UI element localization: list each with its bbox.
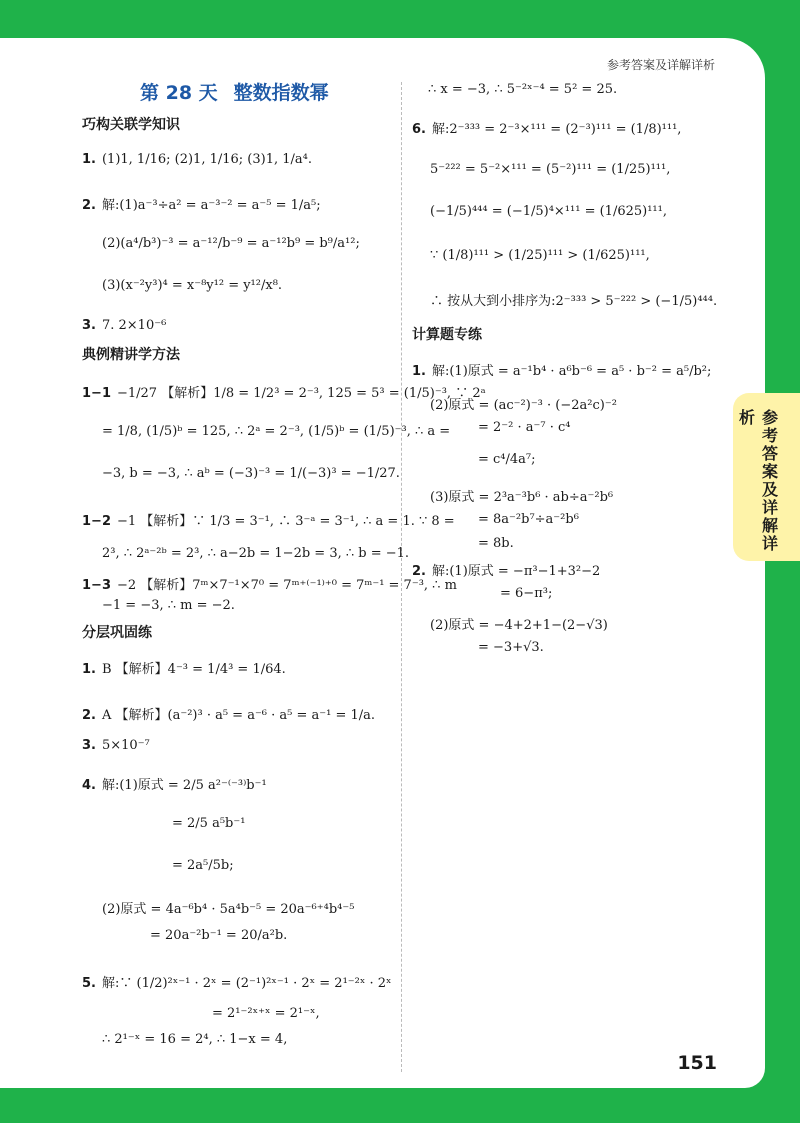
- example-1-1-line1: [82, 382, 486, 401]
- p2-number: 2.: [82, 708, 96, 723]
- e2-line1: −1 【解析】∵ 1/3 = 3⁻¹, ∴ 3⁻ᵃ = 3⁻¹, ∴ a = 1. ∵ 8 =: [116, 514, 455, 529]
- e1-line1: −1/27 【解析】1/8 = 1/2³ = 2⁻³, 125 = 5³ = (1/5)⁻³, ∵ 2ᵃ: [116, 386, 486, 401]
- p4-line1: 解:(1)原式 = 2/5 a²⁻⁽⁻³⁾b⁻¹: [101, 778, 267, 793]
- p5-line1: 解:∵ (1/2)²ˣ⁻¹ · 2ˣ = (2⁻¹)²ˣ⁻¹ · 2ˣ = 2¹⁻²ˣ · 2ˣ: [101, 976, 392, 991]
- practice-2: [82, 704, 375, 723]
- practice-4-line1: [82, 774, 267, 793]
- running-header: 参考答案及详解详析: [606, 58, 715, 72]
- p3-number: 3.: [82, 738, 96, 753]
- q6-number: 6.: [412, 122, 426, 137]
- page-number: 151: [677, 1052, 717, 1074]
- drill-2-line4: = −3+√3.: [478, 640, 544, 655]
- q1-number: 1.: [82, 152, 96, 167]
- q2-number: 2.: [82, 198, 96, 213]
- practice-3: [82, 738, 150, 753]
- side-tab-label: 参考答案及详解详析: [736, 409, 779, 553]
- drill-2-line2: = 6−π³;: [500, 586, 553, 601]
- p3-text: 5×10⁻⁷: [101, 738, 150, 753]
- section-heading-drills: 计算题专练: [412, 327, 482, 343]
- example-1-2-line2: 2³, ∴ 2ᵃ⁻²ᵇ = 2³, ∴ a−2b = 1−2b = 3, ∴ b = −1.: [102, 546, 410, 561]
- answer-q6-line4: ∵ (1/8)¹¹¹ > (1/25)¹¹¹ > (1/625)¹¹¹,: [430, 248, 650, 263]
- practice-4-line4: (2)原式 = 4a⁻⁶b⁴ · 5a⁴b⁻⁵ = 20a⁻⁶⁺⁴b⁴⁻⁵: [102, 902, 355, 917]
- drill-1-line6: = 8a⁻²b⁷÷a⁻²b⁶: [478, 512, 579, 527]
- title-day: 第 28 天: [140, 82, 218, 104]
- drill-1-line4: = c⁴/4a⁷;: [478, 452, 536, 467]
- answer-q2-line2: (2)(a⁴/b³)⁻³ = a⁻¹²/b⁻⁹ = a⁻¹²b⁹ = b⁹/a¹²;: [102, 236, 360, 251]
- practice-4-line2: = 2/5 a⁵b⁻¹: [172, 816, 246, 831]
- example-1-3-line1: [82, 574, 457, 593]
- r1-number: 1.: [412, 364, 426, 379]
- continuation-line: ∴ x = −3, ∴ 5⁻²ˣ⁻⁴ = 5² = 25.: [428, 82, 618, 97]
- answer-q6-line1: [412, 118, 681, 137]
- q6-line1: 解:2⁻³³³ = 2⁻³×¹¹¹ = (2⁻³)¹¹¹ = (1/8)¹¹¹,: [431, 122, 682, 137]
- e2-number: 1−2: [82, 514, 111, 529]
- answer-q3: [82, 318, 166, 333]
- q2-line1: 解:(1)a⁻³÷a² = a⁻³⁻² = a⁻⁵ = 1/a⁵;: [101, 198, 321, 213]
- drill-1-line2: (2)原式 = (ac⁻²)⁻³ · (−2a²c)⁻²: [430, 398, 617, 413]
- r2-line1: 解:(1)原式 = −π³−1+3²−2: [431, 564, 601, 579]
- p4-number: 4.: [82, 778, 96, 793]
- answer-q2-line3: (3)(x⁻²y³)⁴ = x⁻⁸y¹² = y¹²/x⁸.: [102, 278, 283, 293]
- example-1-1-line3: −3, b = −3, ∴ aᵇ = (−3)⁻³ = 1/(−3)³ = −1/27.: [102, 466, 400, 481]
- p1-number: 1.: [82, 662, 96, 677]
- drill-2-line3: (2)原式 = −4+2+1−(2−√3): [430, 618, 608, 633]
- answer-q6-line5: ∴ 按从大到小排序为:2⁻³³³ > 5⁻²²² > (−1/5)⁴⁴⁴.: [430, 294, 718, 309]
- page-title: [140, 78, 345, 105]
- answer-q1: [82, 152, 312, 167]
- answer-q6-line2: 5⁻²²² = 5⁻²×¹¹¹ = (5⁻²)¹¹¹ = (1/25)¹¹¹,: [430, 162, 671, 177]
- example-1-1-line2: = 1/8, (1/5)ᵇ = 125, ∴ 2ᵃ = 2⁻³, (1/5)ᵇ = (1/5)⁻³, ∴ a =: [102, 424, 451, 439]
- q3-text: 7. 2×10⁻⁶: [101, 318, 167, 333]
- practice-1: [82, 658, 286, 677]
- drill-2-line1: [412, 560, 600, 579]
- practice-4-line5: = 20a⁻²b⁻¹ = 20/a²b.: [150, 928, 288, 943]
- drill-1-line1: [412, 360, 711, 379]
- example-1-3-line2: −1 = −3, ∴ m = −2.: [102, 598, 235, 613]
- e3-number: 1−3: [82, 578, 111, 593]
- side-tab-answers[interactable]: [733, 393, 800, 561]
- practice-5-line2: = 2¹⁻²ˣ⁺ˣ = 2¹⁻ˣ,: [212, 1006, 320, 1021]
- example-1-2-line1: [82, 510, 455, 529]
- answer-q6-line3: (−1/5)⁴⁴⁴ = (−1/5)⁴×¹¹¹ = (1/625)¹¹¹,: [430, 204, 667, 219]
- practice-4-line3: = 2a⁵/5b;: [172, 858, 234, 873]
- page-sheet: [0, 38, 765, 1088]
- section-heading-knowledge: 巧构关联学知识: [82, 117, 180, 133]
- p1-text: B 【解析】4⁻³ = 1/4³ = 1/64.: [101, 662, 286, 677]
- q3-number: 3.: [82, 318, 96, 333]
- section-heading-practice: 分层巩固练: [82, 625, 152, 641]
- e3-line1: −2 【解析】7ᵐ×7⁻¹×7⁰ = 7ᵐ⁺⁽⁻¹⁾⁺⁰ = 7ᵐ⁻¹ = 7⁻³, ∴ m: [116, 578, 457, 593]
- q1-text: (1)1, 1/16; (2)1, 1/16; (3)1, 1/a⁴.: [101, 152, 312, 167]
- r2-number: 2.: [412, 564, 426, 579]
- section-heading-examples: 典例精讲学方法: [82, 347, 180, 363]
- title-topic: 整数指数幂: [233, 82, 329, 104]
- practice-5-line3: ∴ 2¹⁻ˣ = 16 = 2⁴, ∴ 1−x = 4,: [102, 1032, 288, 1047]
- p2-text: A 【解析】(a⁻²)³ · a⁵ = a⁻⁶ · a⁵ = a⁻¹ = 1/a.: [101, 708, 376, 723]
- p5-number: 5.: [82, 976, 96, 991]
- e1-number: 1−1: [82, 386, 111, 401]
- practice-5-line1: [82, 972, 392, 991]
- answer-q2-line1: [82, 194, 321, 213]
- drill-1-line3: = 2⁻² · a⁻⁷ · c⁴: [478, 420, 571, 435]
- r1-line1: 解:(1)原式 = a⁻¹b⁴ · a⁶b⁻⁶ = a⁵ · b⁻² = a⁵/b²;: [431, 364, 712, 379]
- drill-1-line5: (3)原式 = 2³a⁻³b⁶ · ab÷a⁻²b⁶: [430, 490, 614, 505]
- drill-1-line7: = 8b.: [478, 536, 514, 551]
